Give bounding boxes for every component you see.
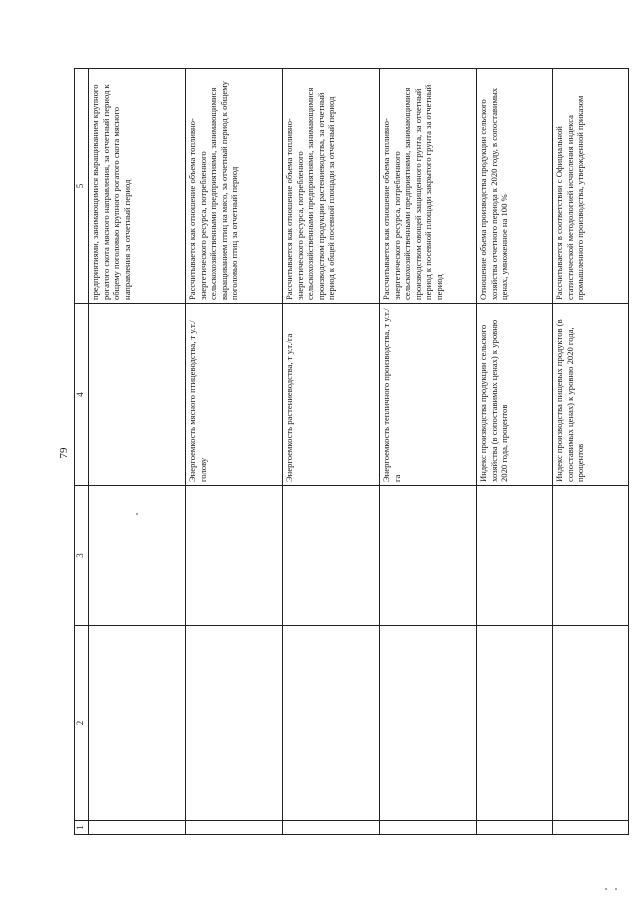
cell-method: Рассчитывается как отношение объема топливно-энергетического ресурса, потребленного сельскохозяйственными предприятиями, занимающимися выращиванием птиц на мясо, за отчетный период к общему поголовью птиц за отчетный период <box>186 69 283 304</box>
cell-indicator: Энергоемкость мясного птицеводства, т у.т./голову <box>186 304 283 486</box>
rotated-page-content <box>74 69 586 835</box>
table-row <box>477 69 553 835</box>
cell-method: Отношение объема производства продукции сельского хозяйства отчетного периода к 2020 году, в сопоставимых ценах, умноженное на 100 % <box>477 69 553 304</box>
cell-method: предприятиями, занимающимися выращиванием крупного рогатого скота мясного направления, за отчетный период к общему поголовью крупного рогатого скота мясного направления за отчетный период <box>89 69 186 304</box>
header-cell-2: 2 <box>75 626 89 821</box>
table-row <box>283 69 380 835</box>
cell-method: Рассчитывается в соответствии с Официальной статистической методологией исчисления индекса промышленного производства, утвержденной приказом <box>553 69 629 304</box>
cell-col3 <box>380 486 477 626</box>
cell-col2 <box>89 626 186 821</box>
page-number: 79 <box>58 447 70 459</box>
cell-indicator: Индекс производства продукции сельского хозяйства (в сопоставимых ценах) к уровню 2020 года, процентов <box>477 304 553 486</box>
cell-indicator: Энергоемкость растениеводства, т у.т./га <box>283 304 380 486</box>
cell-col2 <box>283 626 380 821</box>
cell-col1 <box>89 821 186 835</box>
cell-col2 <box>477 626 553 821</box>
indicator-table <box>74 68 629 835</box>
header-cell-1: 1 <box>75 821 89 835</box>
cell-col2 <box>553 626 629 821</box>
cell-method: Рассчитывается как отношение объема топливно-энергетического ресурса, потребленного сельскохозяйственными предприятиями, занимающимися производством овощей защищенного грунта, за отчетный период к посевной площади закрытого грунта за отчетный период <box>380 69 477 304</box>
cell-indicator: Индекс производства пищевых продуктов (в сопоставимых ценах) к уровню 2020 года, процентов <box>553 304 629 486</box>
header-cell-3: 3 <box>75 486 89 626</box>
cell-col1 <box>380 821 477 835</box>
cell-col3 <box>89 486 186 626</box>
cell-col2 <box>186 626 283 821</box>
cell-indicator: Энергоемкость тепличного производства, т у.т./га <box>380 304 477 486</box>
cell-col3 <box>283 486 380 626</box>
table-row <box>186 69 283 835</box>
cell-col1 <box>477 821 553 835</box>
cell-col3 <box>477 486 553 626</box>
scan-speck <box>605 888 607 890</box>
cell-col3 <box>553 486 629 626</box>
cell-col1 <box>283 821 380 835</box>
header-cell-5: 5 <box>75 69 89 304</box>
cell-col3 <box>186 486 283 626</box>
cell-col2 <box>380 626 477 821</box>
cell-col1 <box>186 821 283 835</box>
table-header-row <box>75 69 89 835</box>
scan-speck <box>615 888 617 890</box>
header-cell-4: 4 <box>75 304 89 486</box>
table-row <box>553 69 629 835</box>
table-row <box>380 69 477 835</box>
table-row <box>89 69 186 835</box>
cell-indicator <box>89 304 186 486</box>
cell-method: Рассчитывается как отношение объема топливно-энергетического ресурса, потребленного сельскохозяйственными предприятиями, занимающимися производством продукции растениеводства, за отчетный период к общей посевной площади за отчетный период <box>283 69 380 304</box>
cell-col1 <box>553 821 629 835</box>
